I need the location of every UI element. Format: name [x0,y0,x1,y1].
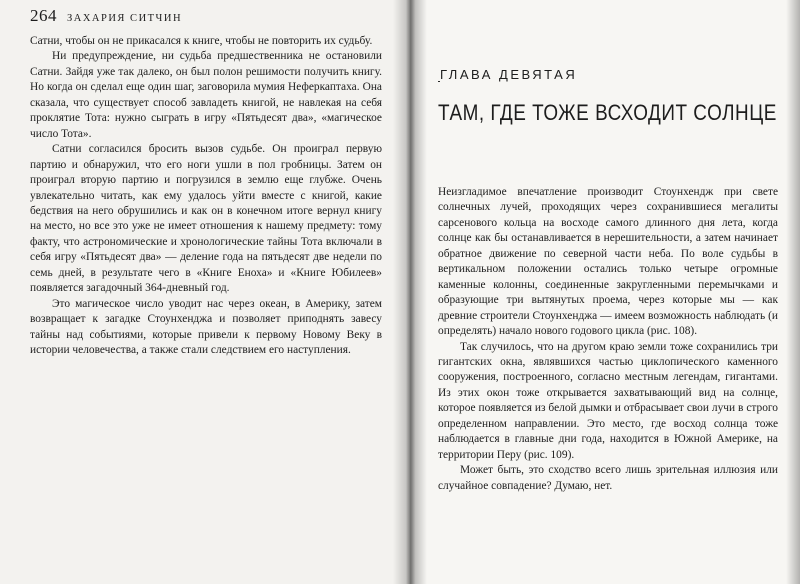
right-text-column [438,185,778,494]
paragraph: Может быть, это сходство всего лишь зрительная иллюзия или случайное совпадение? Думаю, нет. [438,464,778,492]
chapter-title: ТАМ, ГДЕ ТОЖЕ ВСХОДИТ СОЛНЦЕ [438,100,777,125]
book-gutter-shadow [393,0,427,584]
paragraph: Сатни, чтобы он не прикасался к книге, чтобы не повторить их судьбу. [30,35,373,47]
chapter-label: ГЛАВА ДЕВЯТАЯ [440,67,786,82]
paragraph: Сатни согласился бросить вызов судьбе. Он проиграл первую партию и обнаружил, что его ноги ушли в пол гробницы. Затем он проиграл вторую партию и погрузился в землю еще глубже. Очень увлекательно читать, как ему удалось уйти вместе с книгой, какие бедствия на него обрушились и как он в конечном итоге вернул книгу на место, но все это уже не имеет отношения к нашему предмету: тому факту, что астрономические и хронологические тайны Тота включали в себя игру «Пятьдесят два» — деление года на пятьдесят две недели по семь дней, в результате чего в «Книге Еноха» и «Книге Юбилеев» появляется загадочный 364-дневный год. [30,143,382,295]
paragraph: Это магическое число уводит нас через океан, в Америку, затем возвращает к загадке Стоунхенджа и позволяет приподнять завесу тайны над событиями, которые привели к первому Новому Веку в истории человечества, а также стали следствием его наступления. [30,297,382,357]
paragraph: Неизгладимое впечатление производит Стоунхендж при свете солнечных лучей, проходящих через сохранившиеся мегалиты сарсенового кольца на восходе самого длинного дня лета, когда солнце как бы останавливается в нерешительности, а затем начинает обратное движение по северной части неба. По воле судьбы в вертикальном положении остались только четыре огромные каменные колонны, соединенные закругленными перемычками и образующие три вытянутых проема, через которые мы — как древние строители Стоунхенджа — имеем возможность наблюдать (и определять) начало нового годового цикла (рис. 108). [438,186,778,338]
running-head: ЗАХАРИЯ СИТЧИН [67,13,183,24]
page-edge-shadow [786,0,800,584]
left-text-column [30,34,382,359]
page-number: 264 [30,6,57,25]
paragraph: Так случилось, что на другом краю земли тоже сохранились три гигантских окна, являвшихся частью циклопического каменного сооружения, построенного, согласно местным легендам, гигантами. Из этих окон тоже открывается захватывающий вид на солнце, которое появляется из белой дымки и отбрасывает свои лучи в строго определенном направлении. Это место, где восход солнца тоже наблюдается в главные дни года, находится в Южной Америке, на территории Перу (рис. 109). [438,340,778,461]
page-header [30,6,370,28]
paragraph: Ни предупреждение, ни судьба предшественника не остановили Сатни. Зайдя уже так далеко, он был полон решимости получить книгу. Но когда он сделал еще один шаг, заговорила мумия Неферкаптаха. Она сказала, что существует способ завладеть книгой, не навлекая на себя проклятие Тота: нужно сыграть в игру «Пятьдесят два», «магическое число Тота». [30,50,382,140]
